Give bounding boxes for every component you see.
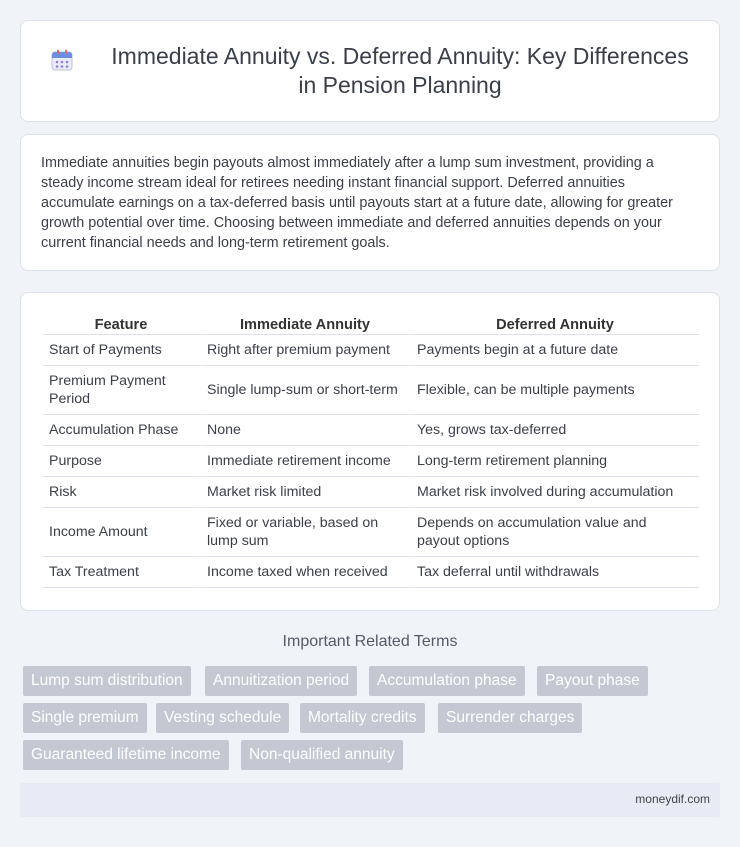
calendar-icon — [49, 47, 75, 73]
related-tag[interactable]: Guaranteed lifetime income — [23, 740, 229, 770]
cell-feature: Income Amount — [43, 508, 201, 557]
comparison-table — [43, 315, 699, 588]
related-tag[interactable]: Single premium — [23, 703, 147, 733]
cell-immediate: Right after premium payment — [201, 335, 411, 366]
table-row — [43, 446, 699, 477]
header-immediate: Immediate Annuity — [201, 315, 411, 335]
cell-feature: Accumulation Phase — [43, 415, 201, 446]
cell-feature: Start of Payments — [43, 335, 201, 366]
table-row — [43, 508, 699, 557]
cell-immediate: Market risk limited — [201, 477, 411, 508]
cell-feature: Premium Payment Period — [43, 366, 201, 415]
related-tag[interactable]: Payout phase — [537, 666, 648, 696]
related-tag[interactable]: Mortality credits — [300, 703, 425, 733]
cell-feature: Purpose — [43, 446, 201, 477]
related-tag[interactable]: Vesting schedule — [156, 703, 289, 733]
cell-deferred: Market risk involved during accumulation — [411, 477, 699, 508]
table-row — [43, 335, 699, 366]
cell-immediate: Fixed or variable, based on lump sum — [201, 508, 411, 557]
header-deferred: Deferred Annuity — [411, 315, 699, 335]
table-header-row — [43, 315, 699, 335]
table-row — [43, 477, 699, 508]
related-terms-title: Important Related Terms — [282, 633, 458, 650]
cell-immediate: None — [201, 415, 411, 446]
cell-deferred: Flexible, can be multiple payments — [411, 366, 699, 415]
intro-card — [20, 134, 720, 271]
footer — [20, 783, 720, 817]
table-row — [43, 415, 699, 446]
cell-feature: Tax Treatment — [43, 557, 201, 588]
cell-feature: Risk — [43, 477, 201, 508]
cell-immediate: Single lump-sum or short-term — [201, 366, 411, 415]
cell-deferred: Long-term retirement planning — [411, 446, 699, 477]
cell-deferred: Tax deferral until withdrawals — [411, 557, 699, 588]
page-title: Immediate Annuity vs. Deferred Annuity: Key Differences in Pension Planning — [111, 43, 689, 98]
intro-text: Immediate annuities begin payouts almost immediately after a lump sum investment, providing a steady income stream ideal for retirees needing instant financial support. Deferred annuities accumulate earnings on a tax-deferred basis until payouts start at a future date, allowing for greater growth potential over time. Choosing between immediate and deferred annuities depends on your current financial needs and long-term retirement goals. — [41, 155, 673, 251]
cell-deferred: Yes, grows tax-deferred — [411, 415, 699, 446]
related-tag[interactable]: Annuitization period — [205, 666, 357, 696]
related-tag[interactable]: Non-qualified annuity — [241, 740, 403, 770]
table-row — [43, 557, 699, 588]
footer-site[interactable]: moneydif.com — [635, 792, 710, 806]
title-card — [20, 20, 720, 122]
related-tag[interactable]: Accumulation phase — [369, 666, 525, 696]
cell-deferred: Payments begin at a future date — [411, 335, 699, 366]
cell-immediate: Immediate retirement income — [201, 446, 411, 477]
header-feature: Feature — [43, 315, 201, 335]
table-row — [43, 366, 699, 415]
related-tag[interactable]: Surrender charges — [438, 703, 582, 733]
related-tag[interactable]: Lump sum distribution — [23, 666, 191, 696]
comparison-table-card — [20, 292, 720, 611]
cell-immediate: Income taxed when received — [201, 557, 411, 588]
cell-deferred: Depends on accumulation value and payout options — [411, 508, 699, 557]
